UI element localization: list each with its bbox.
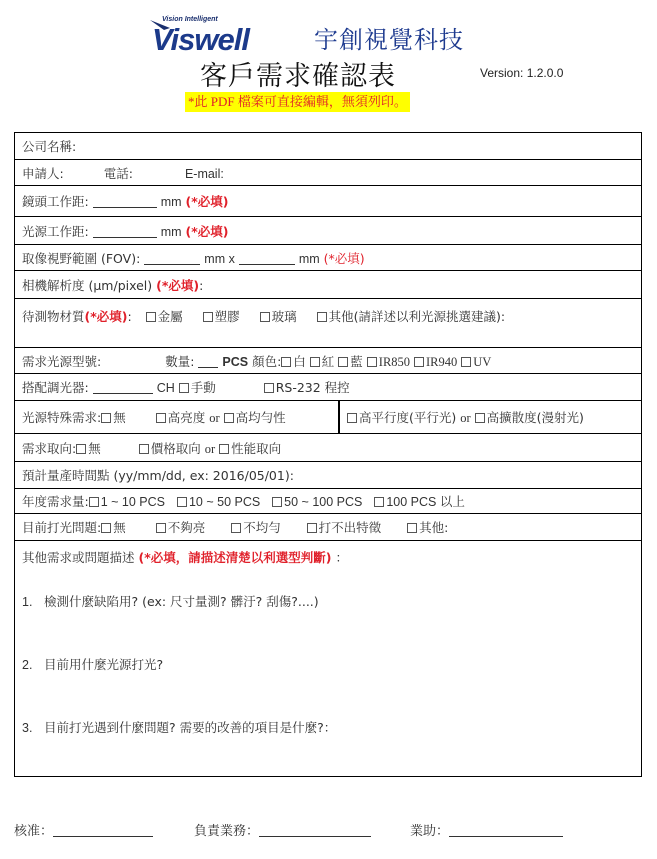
checkbox-blue[interactable] — [338, 357, 348, 367]
assistant-label: 業助： — [410, 824, 450, 839]
option-glass: 玻璃 — [271, 309, 297, 324]
row-fov — [15, 245, 641, 271]
color-label: 顏色: — [252, 353, 282, 369]
checkbox-not-bright[interactable] — [156, 523, 166, 533]
required-mark: (*必填) — [185, 194, 229, 209]
option-plastic: 塑膠 — [214, 309, 240, 324]
special-label: 光源特殊需求: — [22, 410, 102, 425]
color-ir850: IR850 — [378, 354, 411, 369]
required-mark: (*必填) — [156, 277, 200, 293]
row-annual-qty — [15, 489, 641, 514]
qty-unit: PCS — [222, 354, 249, 369]
option-high-brightness: 高亮度 — [167, 410, 206, 425]
colon: ： — [335, 550, 348, 565]
question-text: 檢測什麼缺陷用? (ex: 尺寸量測? 髒汙? 刮傷?....) — [44, 594, 319, 609]
checkbox-metal[interactable] — [146, 312, 156, 322]
color-uv: UV — [473, 354, 492, 369]
option-none: 無 — [113, 410, 126, 425]
color-white: 白 — [293, 353, 306, 369]
checkbox-not-uniform[interactable] — [231, 523, 241, 533]
page-title: 客戶需求確認表 — [200, 61, 396, 92]
checkbox-high-parallelism[interactable] — [347, 413, 357, 423]
option-issue-other: 其他: — [419, 520, 449, 535]
approve-input[interactable] — [53, 824, 153, 837]
checkbox-manual[interactable] — [179, 383, 189, 393]
option-qty-10-50: 10 ~ 50 PCS — [188, 495, 261, 509]
row-controller — [15, 374, 641, 401]
checkbox-high-uniformity[interactable] — [224, 413, 234, 423]
checkbox-price[interactable] — [139, 444, 149, 454]
row-orientation — [15, 434, 641, 462]
assistant-input[interactable] — [449, 824, 563, 837]
checkbox-glass[interactable] — [260, 312, 270, 322]
required-mark: (*必填) — [185, 223, 229, 239]
camera-res-label: 相機解析度 (μm/pixel) — [22, 277, 153, 293]
fov-unit: mm — [298, 251, 320, 266]
fov-width-input[interactable] — [144, 253, 200, 265]
question-text: 目前用什麼光源打光? — [44, 657, 164, 672]
applicant-label: 申請人: — [22, 165, 64, 181]
option-high-parallelism: 高平行度(平行光) — [359, 410, 457, 425]
checkbox-uv[interactable] — [461, 357, 471, 367]
required-mark: (*必填) — [323, 250, 365, 266]
checkbox-qty-10-50[interactable] — [177, 497, 187, 507]
row-light-model — [15, 348, 641, 374]
checkbox-performance[interactable] — [219, 444, 229, 454]
lens-wd-unit: mm — [160, 195, 182, 209]
question-text: 目前打光遇到什麼問題? 需要的改善的項目是什麼?： — [44, 720, 337, 735]
option-qty-100-plus: 100 PCS 以上 — [386, 495, 465, 509]
checkbox-ir850[interactable] — [367, 357, 377, 367]
description-label: 其他需求或問題描述 — [22, 550, 135, 565]
light-model-label: 需求光源型號: — [22, 353, 102, 369]
fov-unit-x: mm x — [204, 251, 235, 266]
checkbox-other-material[interactable] — [317, 312, 327, 322]
question-2 — [22, 655, 163, 673]
row-material — [15, 299, 641, 348]
option-not-uniform: 不均勻 — [243, 520, 281, 535]
version-label: Version: 1.2.0.0 — [480, 66, 564, 80]
sales-sign — [194, 820, 371, 839]
checkbox-special-none[interactable] — [101, 413, 111, 423]
email-label: E-mail: — [184, 166, 224, 181]
option-other-material: 其他(請詳述以利光源挑選建議): — [328, 309, 506, 324]
checkbox-ir940[interactable] — [414, 357, 424, 367]
approve-sign — [14, 820, 153, 839]
option-manual: 手動 — [190, 380, 216, 395]
assistant-sign — [410, 820, 563, 839]
light-wd-input[interactable] — [93, 226, 157, 238]
option-high-uniformity: 高均勻性 — [235, 410, 286, 425]
sales-input[interactable] — [259, 824, 371, 837]
lens-wd-label: 鏡頭工作距: — [22, 194, 89, 209]
cell-divider — [338, 401, 340, 433]
question-number: 3. — [22, 721, 33, 735]
row-description[interactable] — [15, 541, 641, 776]
checkbox-red[interactable] — [310, 357, 320, 367]
light-wd-unit: mm — [160, 224, 182, 239]
option-price: 價格取向 — [150, 440, 201, 456]
color-red: 紅 — [321, 353, 335, 369]
row-camera-resolution[interactable] — [15, 271, 641, 299]
required-mark: (*必填) — [84, 309, 128, 324]
company-name-cn: 宇創視覺科技 — [314, 26, 464, 54]
row-special-requirement — [15, 401, 641, 434]
option-performance: 性能取向 — [231, 440, 282, 456]
option-no-feature: 打不出特徵 — [318, 520, 382, 535]
orientation-label: 需求取向: — [22, 440, 77, 456]
colon: : — [199, 277, 204, 293]
option-high-diffusion: 高擴散度(漫射光) — [486, 410, 584, 425]
controller-label: 搭配調光器: — [22, 380, 89, 395]
requirement-form — [14, 132, 642, 777]
checkbox-issue-none[interactable] — [101, 523, 111, 533]
lighting-issue-label: 目前打光問題: — [22, 520, 102, 535]
checkbox-qty-1-10[interactable] — [89, 497, 99, 507]
row-light-working-distance — [15, 217, 641, 245]
sales-label: 負責業務： — [194, 824, 260, 839]
checkbox-qty-50-100[interactable] — [272, 497, 282, 507]
row-production-date[interactable] — [15, 462, 641, 489]
option-none: 無 — [88, 440, 101, 456]
row-lighting-issue — [15, 514, 641, 541]
option-qty-50-100: 50 ~ 100 PCS — [284, 495, 363, 509]
checkbox-no-feature[interactable] — [307, 523, 317, 533]
row-applicant[interactable] — [15, 160, 641, 186]
qty-label: 數量: — [165, 353, 195, 369]
or-text: or — [204, 441, 216, 456]
phone-label: 電話: — [103, 165, 133, 181]
colon: : — [127, 309, 132, 324]
option-metal: 金屬 — [157, 309, 183, 324]
question-number: 1. — [22, 595, 33, 609]
logo-tagline: Vision Intelligent — [162, 16, 218, 23]
light-wd-label: 光源工作距: — [22, 223, 89, 239]
checkbox-high-brightness[interactable] — [156, 413, 166, 423]
or-text: or — [460, 411, 471, 425]
description-required-note: (*必填，請描述清楚以利選型判斷) — [138, 550, 332, 565]
color-ir940: IR940 — [426, 354, 458, 369]
fov-label: 取像視野範圍 (FOV): — [22, 250, 141, 266]
annual-qty-label: 年度需求量: — [22, 494, 89, 509]
fov-height-input[interactable] — [239, 253, 295, 265]
option-qty-1-10: 1 ~ 10 PCS — [100, 495, 165, 509]
checkbox-plastic[interactable] — [203, 312, 213, 322]
qty-input[interactable] — [198, 356, 218, 368]
logo-wordmark: Viswell — [152, 22, 249, 57]
viswell-logo — [150, 14, 310, 57]
option-rs232: RS-232 程控 — [275, 380, 350, 395]
checkbox-orientation-none[interactable] — [76, 444, 86, 454]
company-label: 公司名稱: — [22, 139, 77, 154]
question-number: 2. — [22, 658, 33, 672]
channel-input[interactable] — [93, 382, 153, 394]
option-not-bright: 不夠亮 — [167, 520, 206, 535]
checkbox-qty-100-plus[interactable] — [374, 497, 384, 507]
channel-unit: CH — [156, 381, 175, 395]
color-blue: 藍 — [350, 353, 363, 369]
row-lens-working-distance — [15, 186, 641, 217]
approve-label: 核准： — [14, 824, 54, 839]
production-date-label: 預計量產時間點 (yy/mm/dd, ex: 2016/05/01): — [22, 468, 294, 483]
checkbox-high-diffusion[interactable] — [475, 413, 485, 423]
lens-wd-input[interactable] — [93, 196, 157, 208]
editable-notice: *此 PDF 檔案可直接編輯，無須列印。 — [185, 92, 410, 112]
option-issue-none: 無 — [113, 520, 126, 535]
checkbox-issue-other[interactable] — [407, 523, 417, 533]
checkbox-rs232[interactable] — [264, 383, 274, 393]
checkbox-white[interactable] — [281, 357, 291, 367]
question-1 — [22, 592, 319, 610]
or-text: or — [209, 411, 220, 425]
material-label: 待測物材質 — [22, 309, 85, 324]
question-3 — [22, 718, 336, 736]
row-company[interactable] — [15, 133, 641, 160]
